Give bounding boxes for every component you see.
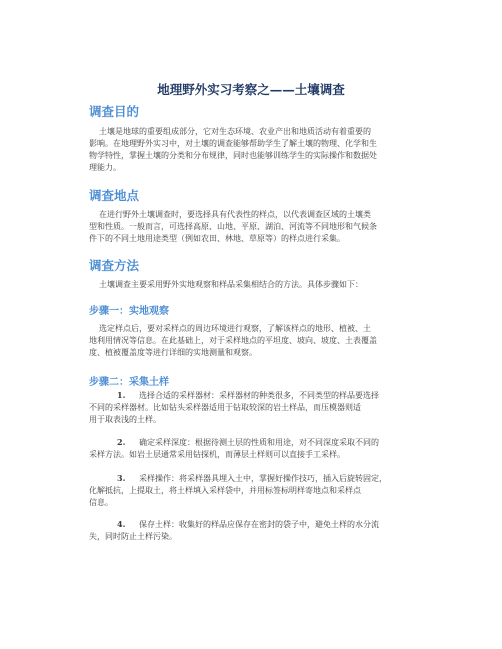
list-item — [89, 389, 434, 426]
step2-heading: 步骤二：采集土样 — [89, 377, 169, 388]
step1-paragraph — [89, 323, 434, 359]
list-item-text: 确定采样深度：根据待测土层的性质和用途，对不同深度采取不同的 — [139, 438, 379, 447]
section-paragraph-purpose — [89, 126, 434, 174]
paragraph-line: 件下的不同土地用途类型（例如农田、林地、草原等）的样点进行采集。 — [89, 234, 345, 243]
paragraph-line: 土壤是地球的重要组成部分，它对生态环境、农业产出和地质活动有着重要的 — [99, 127, 371, 136]
section-heading-purpose: 调查目的 — [89, 104, 140, 119]
section-paragraph-location — [89, 209, 434, 245]
list-item-text: 选择合适的采样器材：采样器材的种类很多，不同类型的样品要选择 — [139, 391, 379, 400]
document-title: 地理野外实习考察之——土壤调查 — [157, 82, 345, 97]
section-heading-location: 调查地点 — [89, 188, 140, 203]
list-item-text: 用于取表浅的土样。 — [89, 415, 161, 424]
paragraph-line: 理能力。 — [89, 163, 121, 172]
list-item-text: 信息。 — [89, 498, 113, 507]
list-item-text: 保存土样：收集好的样品应保存在密封的袋子中，避免土样的水分流 — [139, 520, 379, 529]
paragraph-line: 地利用情况等信息。在此基础上，对于采样地点的平坦度、坡向、坡度、土表覆盖 — [89, 336, 377, 345]
list-item-number: 4. — [117, 519, 126, 529]
list-item-number: 1. — [117, 390, 126, 400]
section-heading-method: 调查方法 — [89, 258, 140, 273]
paragraph-line: 影响。在地理野外实习中，对土壤的调查能够帮助学生了解土壤的物理、化学和生 — [89, 139, 377, 148]
list-item-number: 2. — [117, 437, 126, 447]
paragraph-line: 度、植被覆盖度等进行详细的实地测量和观察。 — [89, 348, 257, 357]
section-paragraph-method — [89, 279, 434, 291]
paragraph-line: 型和性质。一般而言，可选择高原、山地、平原、湖泊、河流等不同地形和气候条 — [89, 222, 377, 231]
list-item — [89, 472, 434, 509]
list-item-number: 3. — [117, 473, 126, 483]
list-item — [89, 518, 434, 543]
list-item — [89, 436, 434, 461]
paragraph-line: 土壤调查主要采用野外实地观察和样品采集相结合的方法。具体步骤如下： — [99, 280, 363, 289]
list-item-text: 采样操作：将采样器具埋入土中，掌握好操作技巧，插入后旋转固定， — [139, 474, 387, 483]
step1-heading: 步骤一：实地观察 — [89, 306, 169, 317]
paragraph-line: 物学特性，掌握土壤的分类和分布规律，同时也能够训练学生的实际操作和数据处 — [89, 151, 377, 160]
list-item-text: 失，同时防止土样污染。 — [89, 532, 177, 541]
list-item-text: 不同的采样器材。比如钻头采样器适用于钻取较深的岩土样品，而压模器则适 — [89, 403, 361, 412]
paragraph-line: 选定样点后，要对采样点的周边环境进行观察，了解该样点的地形、植被、土 — [99, 324, 371, 333]
paragraph-line: 在进行野外土壤调查时，要选择具有代表性的样点，以代表调查区域的土壤类 — [99, 210, 371, 219]
list-item-text: 采样方法。如岩土层通常采用钻探机，而薄层土样则可以直接手工采样。 — [89, 450, 345, 459]
list-item-text: 化解抵抗，上提取土，将土样填入采样袋中，并用标签标明样寄地点和采样点 — [89, 486, 361, 495]
